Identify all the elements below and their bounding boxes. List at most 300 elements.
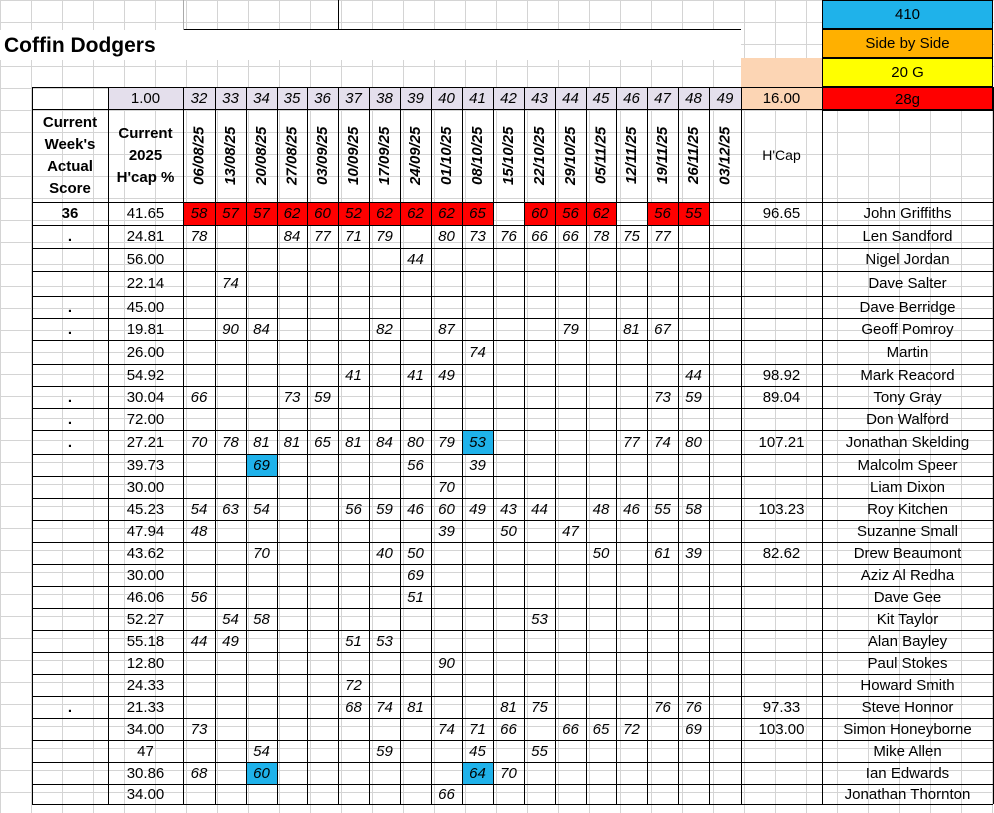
score-cell[interactable] bbox=[524, 652, 555, 674]
score-cell[interactable] bbox=[431, 696, 462, 718]
score-cell[interactable] bbox=[555, 386, 586, 408]
score-cell[interactable]: 70 bbox=[253, 544, 270, 562]
score-cell[interactable] bbox=[524, 386, 555, 408]
score-cell[interactable] bbox=[338, 520, 369, 542]
score-cell[interactable]: 66 bbox=[190, 388, 208, 406]
score-cell[interactable] bbox=[215, 718, 246, 740]
score-cell[interactable] bbox=[678, 784, 709, 804]
score-cell[interactable] bbox=[307, 340, 338, 364]
score-cell[interactable]: 87 bbox=[438, 320, 455, 338]
score-cell[interactable]: 54 bbox=[253, 742, 270, 760]
score-cell[interactable] bbox=[678, 630, 709, 652]
score-cell[interactable] bbox=[586, 564, 616, 586]
score-cell[interactable] bbox=[369, 520, 400, 542]
score-cell[interactable] bbox=[246, 364, 277, 386]
score-cell[interactable]: 65 bbox=[314, 433, 331, 451]
score-cell[interactable]: 53 bbox=[376, 632, 393, 650]
score-cell[interactable] bbox=[555, 248, 586, 271]
score-cell[interactable] bbox=[400, 630, 431, 652]
score-cell[interactable] bbox=[493, 248, 524, 271]
score-cell[interactable]: 62 bbox=[400, 202, 431, 225]
score-cell[interactable] bbox=[647, 586, 678, 608]
score-cell[interactable] bbox=[277, 296, 307, 318]
score-cell[interactable] bbox=[462, 608, 493, 630]
score-cell[interactable] bbox=[307, 248, 338, 271]
score-cell[interactable]: 48 bbox=[592, 500, 610, 518]
score-cell[interactable]: 49 bbox=[222, 632, 239, 650]
score-cell[interactable] bbox=[400, 674, 431, 696]
score-cell[interactable]: 84 bbox=[376, 433, 393, 451]
score-cell[interactable] bbox=[431, 630, 462, 652]
score-cell[interactable] bbox=[369, 784, 400, 804]
score-cell[interactable]: 56 bbox=[407, 456, 424, 474]
score-cell[interactable] bbox=[215, 674, 246, 696]
score-cell[interactable] bbox=[524, 674, 555, 696]
score-cell[interactable]: 81 bbox=[345, 433, 362, 451]
score-cell[interactable] bbox=[215, 586, 246, 608]
score-cell[interactable]: 68 bbox=[345, 698, 362, 716]
score-cell[interactable] bbox=[493, 476, 524, 498]
score-cell[interactable] bbox=[616, 476, 647, 498]
score-cell[interactable] bbox=[400, 652, 431, 674]
score-cell[interactable] bbox=[524, 318, 555, 340]
score-cell[interactable]: 81 bbox=[623, 320, 640, 338]
score-cell[interactable] bbox=[215, 296, 246, 318]
score-cell[interactable] bbox=[524, 586, 555, 608]
score-cell[interactable]: 48 bbox=[190, 522, 208, 540]
score-cell[interactable]: 79 bbox=[438, 433, 455, 451]
score-cell[interactable] bbox=[431, 542, 462, 564]
score-cell[interactable]: 75 bbox=[623, 228, 640, 245]
score-cell[interactable]: 74 bbox=[222, 275, 239, 292]
score-cell[interactable] bbox=[246, 296, 277, 318]
score-cell[interactable]: 76 bbox=[685, 698, 702, 716]
score-cell[interactable]: 65 bbox=[592, 720, 610, 738]
score-cell[interactable] bbox=[246, 564, 277, 586]
score-cell[interactable] bbox=[709, 520, 741, 542]
score-cell[interactable] bbox=[277, 454, 307, 476]
score-cell[interactable] bbox=[524, 762, 555, 784]
score-cell[interactable] bbox=[183, 740, 215, 762]
score-cell[interactable] bbox=[369, 296, 400, 318]
score-cell[interactable] bbox=[462, 318, 493, 340]
score-cell[interactable] bbox=[338, 608, 369, 630]
score-cell[interactable]: 59 bbox=[376, 742, 393, 760]
score-cell[interactable]: 59 bbox=[685, 388, 702, 406]
score-cell[interactable] bbox=[586, 386, 616, 408]
score-cell[interactable] bbox=[493, 630, 524, 652]
score-cell[interactable] bbox=[338, 718, 369, 740]
score-cell[interactable] bbox=[709, 630, 741, 652]
score-cell[interactable] bbox=[616, 542, 647, 564]
score-cell[interactable] bbox=[462, 364, 493, 386]
score-cell[interactable] bbox=[277, 696, 307, 718]
score-cell[interactable] bbox=[277, 408, 307, 430]
score-cell[interactable] bbox=[400, 740, 431, 762]
score-cell[interactable] bbox=[709, 364, 741, 386]
score-cell[interactable] bbox=[616, 696, 647, 718]
score-cell[interactable]: 56 bbox=[647, 202, 678, 225]
score-cell[interactable] bbox=[616, 202, 647, 225]
score-cell[interactable]: 57 bbox=[246, 202, 277, 225]
score-cell[interactable] bbox=[246, 248, 277, 271]
score-cell[interactable]: 53 bbox=[531, 610, 548, 628]
score-cell[interactable]: 81 bbox=[283, 433, 301, 451]
score-cell[interactable] bbox=[647, 564, 678, 586]
score-cell[interactable] bbox=[215, 340, 246, 364]
score-cell[interactable] bbox=[307, 564, 338, 586]
score-cell[interactable] bbox=[709, 564, 741, 586]
score-cell[interactable] bbox=[215, 542, 246, 564]
score-cell[interactable]: 62 bbox=[277, 202, 307, 225]
score-cell[interactable] bbox=[647, 248, 678, 271]
score-cell[interactable] bbox=[555, 784, 586, 804]
score-cell[interactable] bbox=[277, 630, 307, 652]
score-cell[interactable] bbox=[586, 430, 616, 454]
score-cell[interactable]: 70 bbox=[190, 433, 208, 451]
score-cell[interactable] bbox=[524, 630, 555, 652]
score-cell[interactable]: 60 bbox=[246, 762, 277, 784]
score-cell[interactable]: 81 bbox=[407, 698, 424, 716]
score-cell[interactable] bbox=[307, 318, 338, 340]
score-cell[interactable] bbox=[338, 248, 369, 271]
score-cell[interactable]: 80 bbox=[407, 433, 424, 451]
score-cell[interactable] bbox=[709, 454, 741, 476]
score-cell[interactable] bbox=[586, 340, 616, 364]
score-cell[interactable] bbox=[616, 296, 647, 318]
score-cell[interactable]: 81 bbox=[500, 698, 517, 716]
score-cell[interactable] bbox=[277, 340, 307, 364]
score-cell[interactable] bbox=[277, 784, 307, 804]
score-cell[interactable]: 66 bbox=[531, 228, 548, 245]
score-cell[interactable] bbox=[277, 520, 307, 542]
score-cell[interactable] bbox=[616, 364, 647, 386]
score-cell[interactable]: 76 bbox=[654, 698, 671, 716]
score-cell[interactable] bbox=[586, 520, 616, 542]
score-cell[interactable] bbox=[586, 652, 616, 674]
score-cell[interactable] bbox=[215, 784, 246, 804]
score-cell[interactable] bbox=[524, 476, 555, 498]
score-cell[interactable] bbox=[246, 586, 277, 608]
score-cell[interactable] bbox=[369, 674, 400, 696]
score-cell[interactable] bbox=[555, 564, 586, 586]
score-cell[interactable]: 75 bbox=[531, 698, 548, 716]
score-cell[interactable] bbox=[586, 454, 616, 476]
score-cell[interactable] bbox=[493, 454, 524, 476]
score-cell[interactable]: 45 bbox=[469, 742, 486, 760]
score-cell[interactable]: 51 bbox=[407, 588, 424, 606]
score-cell[interactable] bbox=[215, 386, 246, 408]
score-cell[interactable] bbox=[586, 740, 616, 762]
score-cell[interactable] bbox=[307, 542, 338, 564]
score-cell[interactable] bbox=[307, 586, 338, 608]
score-cell[interactable] bbox=[709, 674, 741, 696]
score-cell[interactable] bbox=[616, 454, 647, 476]
score-cell[interactable] bbox=[462, 386, 493, 408]
score-cell[interactable] bbox=[338, 296, 369, 318]
score-cell[interactable] bbox=[183, 248, 215, 271]
score-cell[interactable] bbox=[709, 696, 741, 718]
score-cell[interactable] bbox=[431, 271, 462, 296]
score-cell[interactable] bbox=[586, 248, 616, 271]
score-cell[interactable] bbox=[555, 586, 586, 608]
score-cell[interactable]: 76 bbox=[500, 228, 517, 245]
score-cell[interactable] bbox=[709, 248, 741, 271]
score-cell[interactable] bbox=[616, 740, 647, 762]
score-cell[interactable] bbox=[647, 454, 678, 476]
score-cell[interactable] bbox=[277, 476, 307, 498]
score-cell[interactable] bbox=[555, 630, 586, 652]
score-cell[interactable]: 67 bbox=[654, 320, 671, 338]
score-cell[interactable] bbox=[338, 740, 369, 762]
score-cell[interactable] bbox=[431, 340, 462, 364]
score-cell[interactable] bbox=[183, 608, 215, 630]
score-cell[interactable] bbox=[307, 520, 338, 542]
score-cell[interactable] bbox=[493, 408, 524, 430]
score-cell[interactable] bbox=[709, 386, 741, 408]
score-cell[interactable] bbox=[678, 762, 709, 784]
score-cell[interactable] bbox=[709, 318, 741, 340]
score-cell[interactable] bbox=[215, 520, 246, 542]
score-cell[interactable]: 73 bbox=[283, 388, 301, 406]
score-cell[interactable] bbox=[246, 271, 277, 296]
score-cell[interactable]: 56 bbox=[190, 588, 208, 606]
score-cell[interactable]: 58 bbox=[253, 610, 270, 628]
score-cell[interactable] bbox=[307, 608, 338, 630]
score-cell[interactable] bbox=[709, 408, 741, 430]
score-cell[interactable] bbox=[400, 386, 431, 408]
score-cell[interactable] bbox=[524, 520, 555, 542]
score-cell[interactable] bbox=[183, 271, 215, 296]
score-cell[interactable] bbox=[493, 364, 524, 386]
score-cell[interactable] bbox=[215, 248, 246, 271]
score-cell[interactable] bbox=[183, 318, 215, 340]
score-cell[interactable] bbox=[555, 674, 586, 696]
score-cell[interactable] bbox=[400, 340, 431, 364]
score-cell[interactable] bbox=[369, 718, 400, 740]
score-cell[interactable] bbox=[462, 248, 493, 271]
score-cell[interactable] bbox=[555, 696, 586, 718]
score-cell[interactable] bbox=[586, 608, 616, 630]
score-cell[interactable]: 77 bbox=[623, 433, 640, 451]
score-cell[interactable] bbox=[616, 674, 647, 696]
score-cell[interactable] bbox=[369, 454, 400, 476]
score-cell[interactable] bbox=[524, 271, 555, 296]
score-cell[interactable] bbox=[277, 542, 307, 564]
score-cell[interactable] bbox=[524, 408, 555, 430]
score-cell[interactable] bbox=[586, 586, 616, 608]
score-cell[interactable] bbox=[616, 340, 647, 364]
score-cell[interactable]: 72 bbox=[623, 720, 640, 738]
score-cell[interactable]: 39 bbox=[438, 522, 455, 540]
score-cell[interactable] bbox=[647, 520, 678, 542]
score-cell[interactable]: 41 bbox=[407, 366, 424, 384]
score-cell[interactable]: 71 bbox=[345, 228, 362, 245]
score-cell[interactable]: 79 bbox=[376, 228, 393, 245]
score-cell[interactable] bbox=[493, 202, 524, 225]
score-cell[interactable]: 46 bbox=[407, 500, 424, 518]
score-cell[interactable] bbox=[647, 762, 678, 784]
score-cell[interactable]: 73 bbox=[469, 228, 486, 245]
score-cell[interactable] bbox=[338, 476, 369, 498]
score-cell[interactable] bbox=[493, 542, 524, 564]
score-cell[interactable] bbox=[307, 652, 338, 674]
score-cell[interactable] bbox=[369, 762, 400, 784]
score-cell[interactable] bbox=[616, 564, 647, 586]
score-cell[interactable]: 80 bbox=[438, 228, 455, 245]
score-cell[interactable] bbox=[400, 762, 431, 784]
score-cell[interactable] bbox=[400, 296, 431, 318]
score-cell[interactable] bbox=[586, 696, 616, 718]
score-cell[interactable] bbox=[369, 408, 400, 430]
score-cell[interactable] bbox=[678, 608, 709, 630]
score-cell[interactable] bbox=[462, 652, 493, 674]
score-cell[interactable] bbox=[462, 674, 493, 696]
score-cell[interactable] bbox=[338, 340, 369, 364]
score-cell[interactable] bbox=[616, 271, 647, 296]
score-cell[interactable]: 62 bbox=[369, 202, 400, 225]
score-cell[interactable]: 56 bbox=[555, 202, 586, 225]
score-cell[interactable] bbox=[215, 454, 246, 476]
score-cell[interactable] bbox=[369, 586, 400, 608]
score-cell[interactable] bbox=[400, 784, 431, 804]
score-cell[interactable] bbox=[647, 718, 678, 740]
score-cell[interactable] bbox=[215, 476, 246, 498]
score-cell[interactable]: 77 bbox=[314, 228, 331, 245]
score-cell[interactable] bbox=[709, 340, 741, 364]
score-cell[interactable] bbox=[678, 454, 709, 476]
score-cell[interactable] bbox=[493, 564, 524, 586]
score-cell[interactable] bbox=[338, 652, 369, 674]
score-cell[interactable]: 54 bbox=[253, 500, 270, 518]
score-cell[interactable] bbox=[215, 652, 246, 674]
score-cell[interactable] bbox=[215, 762, 246, 784]
score-cell[interactable] bbox=[524, 364, 555, 386]
score-cell[interactable]: 58 bbox=[685, 500, 702, 518]
score-cell[interactable]: 44 bbox=[531, 500, 548, 518]
score-cell[interactable] bbox=[709, 762, 741, 784]
score-cell[interactable] bbox=[524, 718, 555, 740]
score-cell[interactable] bbox=[678, 248, 709, 271]
score-cell[interactable] bbox=[307, 271, 338, 296]
score-cell[interactable] bbox=[183, 564, 215, 586]
score-cell[interactable] bbox=[277, 718, 307, 740]
score-cell[interactable] bbox=[307, 718, 338, 740]
score-cell[interactable] bbox=[400, 476, 431, 498]
score-cell[interactable]: 55 bbox=[654, 500, 671, 518]
score-cell[interactable] bbox=[183, 542, 215, 564]
score-cell[interactable] bbox=[678, 652, 709, 674]
score-cell[interactable] bbox=[369, 386, 400, 408]
score-cell[interactable] bbox=[215, 564, 246, 586]
score-cell[interactable]: 56 bbox=[345, 500, 362, 518]
score-cell[interactable] bbox=[369, 652, 400, 674]
score-cell[interactable] bbox=[277, 586, 307, 608]
score-cell[interactable] bbox=[369, 608, 400, 630]
score-cell[interactable] bbox=[215, 364, 246, 386]
score-cell[interactable]: 47 bbox=[562, 522, 579, 540]
score-cell[interactable]: 69 bbox=[685, 720, 702, 738]
score-cell[interactable] bbox=[493, 340, 524, 364]
score-cell[interactable]: 74 bbox=[376, 698, 393, 716]
score-cell[interactable] bbox=[524, 454, 555, 476]
score-cell[interactable] bbox=[183, 784, 215, 804]
score-cell[interactable] bbox=[246, 386, 277, 408]
score-cell[interactable] bbox=[709, 608, 741, 630]
score-cell[interactable]: 66 bbox=[500, 720, 517, 738]
score-cell[interactable] bbox=[307, 696, 338, 718]
score-cell[interactable] bbox=[493, 386, 524, 408]
score-cell[interactable] bbox=[246, 630, 277, 652]
score-cell[interactable] bbox=[647, 784, 678, 804]
score-cell[interactable] bbox=[246, 674, 277, 696]
score-cell[interactable] bbox=[678, 564, 709, 586]
score-cell[interactable] bbox=[709, 296, 741, 318]
score-cell[interactable] bbox=[647, 296, 678, 318]
score-cell[interactable] bbox=[678, 674, 709, 696]
score-cell[interactable] bbox=[493, 674, 524, 696]
score-cell[interactable] bbox=[338, 454, 369, 476]
score-cell[interactable]: 60 bbox=[307, 202, 338, 225]
score-cell[interactable] bbox=[431, 608, 462, 630]
score-cell[interactable]: 73 bbox=[190, 720, 208, 738]
score-cell[interactable] bbox=[616, 248, 647, 271]
score-cell[interactable] bbox=[462, 564, 493, 586]
score-cell[interactable]: 84 bbox=[283, 228, 301, 245]
score-cell[interactable] bbox=[586, 630, 616, 652]
score-cell[interactable] bbox=[369, 364, 400, 386]
score-cell[interactable] bbox=[338, 586, 369, 608]
score-cell[interactable]: 59 bbox=[314, 388, 331, 406]
score-cell[interactable] bbox=[586, 784, 616, 804]
score-cell[interactable]: 60 bbox=[438, 500, 455, 518]
score-cell[interactable] bbox=[307, 296, 338, 318]
score-cell[interactable]: 50 bbox=[407, 544, 424, 562]
score-cell[interactable] bbox=[369, 340, 400, 364]
score-cell[interactable] bbox=[246, 718, 277, 740]
score-cell[interactable] bbox=[647, 630, 678, 652]
score-cell[interactable] bbox=[493, 296, 524, 318]
score-cell[interactable] bbox=[338, 408, 369, 430]
score-cell[interactable]: 44 bbox=[407, 251, 424, 268]
score-cell[interactable] bbox=[338, 762, 369, 784]
score-cell[interactable] bbox=[616, 386, 647, 408]
score-cell[interactable] bbox=[555, 296, 586, 318]
score-cell[interactable] bbox=[462, 586, 493, 608]
score-cell[interactable]: 78 bbox=[222, 433, 239, 451]
score-cell[interactable]: 74 bbox=[654, 433, 671, 451]
score-cell[interactable] bbox=[616, 586, 647, 608]
score-cell[interactable]: 72 bbox=[345, 676, 362, 694]
score-cell[interactable] bbox=[400, 520, 431, 542]
score-cell[interactable] bbox=[400, 318, 431, 340]
score-cell[interactable] bbox=[215, 408, 246, 430]
score-cell[interactable] bbox=[678, 476, 709, 498]
score-cell[interactable]: 90 bbox=[438, 654, 455, 672]
score-cell[interactable]: 39 bbox=[469, 456, 486, 474]
score-cell[interactable] bbox=[616, 784, 647, 804]
score-cell[interactable] bbox=[709, 498, 741, 520]
score-cell[interactable] bbox=[493, 586, 524, 608]
score-cell[interactable]: 44 bbox=[685, 366, 702, 384]
score-cell[interactable]: 81 bbox=[253, 433, 270, 451]
score-cell[interactable] bbox=[246, 520, 277, 542]
score-cell[interactable]: 61 bbox=[654, 544, 671, 562]
score-cell[interactable] bbox=[709, 476, 741, 498]
score-cell[interactable] bbox=[493, 784, 524, 804]
score-cell[interactable]: 66 bbox=[562, 228, 579, 245]
score-cell[interactable] bbox=[307, 630, 338, 652]
